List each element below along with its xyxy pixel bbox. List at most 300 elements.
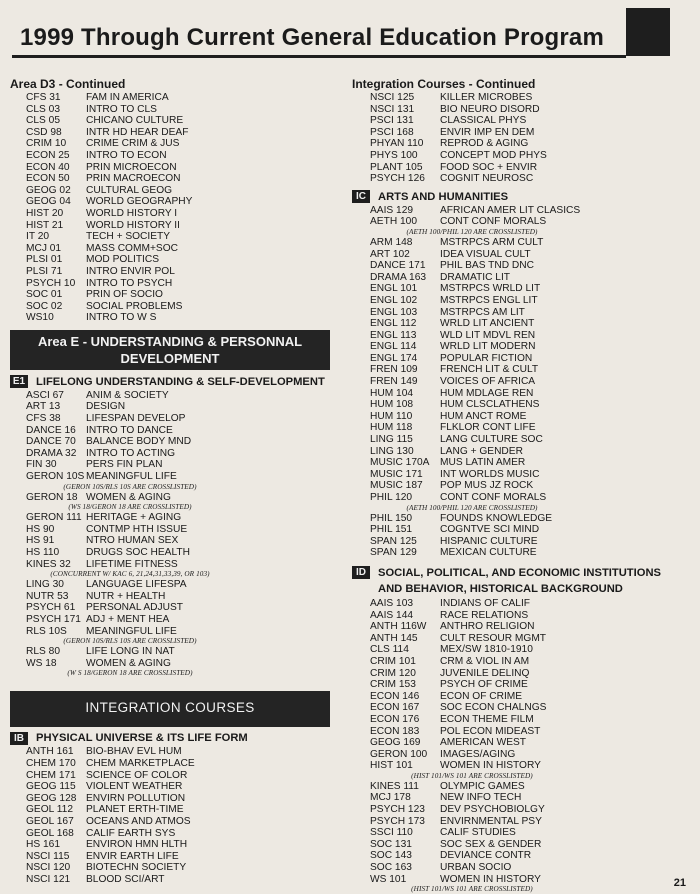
course-title: PERSONAL ADJUST: [86, 602, 183, 614]
course-title: CLASSICAL PHYS: [440, 115, 527, 127]
course-row: [10, 231, 340, 243]
course-row: [10, 839, 340, 851]
course-title: LIFESPAN DEVELOP: [86, 413, 186, 425]
course-title: LIFETIME FITNESS: [86, 558, 178, 570]
course-title: JUVENILE DELINQ: [440, 667, 530, 679]
course-title: WRLD LIT MODERN: [440, 341, 536, 353]
course-title: CHEM MARKETPLACE: [86, 757, 195, 769]
course-code: GERON 10S: [26, 471, 85, 483]
course-title: IMAGES/AGING: [440, 748, 516, 760]
course-title: SCIENCE OF COLOR: [86, 769, 188, 781]
course-row: [352, 205, 692, 217]
course-row: [352, 353, 692, 365]
course-title: MSTRPCS ARM CULT: [440, 236, 544, 248]
course-row: [352, 115, 692, 127]
course-title: WOMEN & AGING: [86, 491, 171, 503]
page-title: 1999 Through Current General Education Program: [20, 24, 604, 51]
page-number: 21: [673, 877, 686, 889]
course-code: GEOG 115: [26, 781, 76, 793]
course-title: TECH + SOCIETY: [86, 231, 171, 243]
course-row: [10, 278, 340, 290]
course-row: [352, 422, 692, 434]
course-title: WORLD GEOGRAPHY: [86, 196, 193, 208]
course-row: [10, 793, 340, 805]
course-title: WOMEN & AGING: [86, 657, 171, 669]
course-code: CLS 03: [26, 103, 60, 115]
course-row: [10, 448, 340, 460]
course-row: [352, 621, 692, 633]
course-row: [352, 138, 692, 150]
id-list: [352, 598, 692, 894]
course-title: MSTRPCS AM LIT: [440, 306, 525, 318]
course-title: HUM ANCT ROME: [440, 410, 527, 422]
course-row: [10, 243, 340, 255]
course-title: FOOD SOC + ENVIR: [440, 161, 538, 173]
e1-label: LIFELONG UNDERSTANDING & SELF-DEVELOPMENT: [36, 375, 325, 388]
id-label-line2: AND BEHAVIOR, HISTORICAL BACKGROUND: [378, 582, 623, 595]
course-row: [352, 781, 692, 793]
course-code: AETH 100: [370, 216, 417, 228]
title-corner-block: [626, 8, 670, 56]
course-title: ECON THEME FILM: [440, 713, 534, 725]
area-d3-heading: Area D3 - Continued: [10, 77, 126, 91]
course-row: [10, 492, 340, 504]
course-code: DRAMA 32: [26, 447, 77, 459]
course-row: [352, 737, 692, 749]
course-code: KINES 32: [26, 558, 71, 570]
course-title: CALIF EARTH SYS: [86, 827, 176, 839]
course-row: [352, 318, 692, 330]
course-code: ECON 167: [370, 702, 420, 714]
course-code: LING 130: [370, 445, 414, 457]
course-code: ART 13: [26, 401, 61, 413]
course-code: CLS 05: [26, 115, 60, 127]
course-row: [352, 480, 692, 492]
course-row: [352, 726, 692, 738]
course-row: [352, 249, 692, 261]
course-code: GEOL 168: [26, 827, 74, 839]
course-code: CLS 114: [370, 644, 409, 656]
course-row: [352, 162, 692, 174]
course-row: [10, 301, 340, 313]
course-row: [352, 434, 692, 446]
course-title: COGNIT NEUROSC: [440, 173, 534, 185]
course-code: LING 115: [370, 434, 413, 446]
course-row: [10, 425, 340, 437]
course-row: [10, 524, 340, 536]
course-row: [10, 602, 340, 614]
course-code: PLSI 01: [26, 254, 63, 266]
course-row: [352, 547, 692, 559]
course-title: POPULAR FICTION: [440, 352, 533, 364]
crosslist-note: (HIST 101/WS 101 ARE CROSSLISTED): [411, 771, 533, 780]
course-code: SOC 01: [26, 289, 63, 301]
course-title: FOUNDS KNOWLEDGE: [440, 512, 553, 524]
course-code: PLANT 105: [370, 161, 423, 173]
course-row: [352, 760, 692, 772]
course-row: [10, 104, 340, 116]
course-title: HUM MDLAGE REN: [440, 387, 534, 399]
course-row: [10, 220, 340, 232]
course-row: [10, 162, 340, 174]
course-title: BLOOD SCI/ART: [86, 873, 165, 885]
course-code: HUM 118: [370, 422, 413, 434]
course-code: HS 161: [26, 839, 60, 851]
course-title: INT WORLDS MUSIC: [440, 468, 540, 480]
course-row: [10, 312, 340, 324]
course-title: ANIM & SOCIETY: [86, 389, 169, 401]
course-row: [10, 196, 340, 208]
course-row: [352, 691, 692, 703]
course-row: [10, 874, 340, 886]
course-title: COGNTVE SCI MIND: [440, 524, 540, 536]
course-row: [352, 536, 692, 548]
ic-heading: [352, 190, 692, 204]
course-row: [352, 376, 692, 388]
course-code: GEOG 169: [370, 737, 421, 749]
course-row: [352, 492, 692, 504]
course-title: DESIGN: [86, 401, 126, 413]
course-code: CSD 98: [26, 126, 62, 138]
ic-badge: IC: [352, 190, 370, 203]
crosslist-note: (CONCURRENT W/ KAC 6, 21,24,31,33,39, OR 103): [50, 570, 210, 579]
course-title: VIOLENT WEATHER: [86, 781, 183, 793]
course-title: CULT RESOUR MGMT: [440, 632, 547, 644]
course-code: AAIS 103: [370, 597, 414, 609]
ic-label: ARTS AND HUMANITIES: [378, 190, 509, 203]
course-code: HS 110: [26, 547, 60, 558]
course-code: MCJ 178: [370, 792, 411, 804]
course-title: BIO-BHAV EVL HUM: [86, 746, 182, 758]
course-row: [10, 185, 340, 197]
course-code: PSYCH 123: [370, 804, 425, 816]
course-code: NSCI 125: [370, 92, 415, 103]
course-row: [10, 646, 340, 658]
course-row: [10, 804, 340, 816]
course-row: [10, 626, 340, 638]
course-title: BALANCE BODY MND: [86, 436, 192, 448]
course-code: AAIS 144: [370, 609, 414, 621]
course-code: CFS 38: [26, 413, 61, 425]
course-code: GEOL 167: [26, 815, 74, 827]
course-row: [10, 208, 340, 220]
course-row: [352, 874, 692, 886]
course-row: [10, 816, 340, 828]
ib-list: [10, 746, 340, 885]
course-code: WS 101: [370, 873, 407, 885]
course-row: [10, 266, 340, 278]
course-title: INTRO TO CLS: [86, 103, 157, 115]
course-code: HIST 21: [26, 219, 64, 231]
course-title: INTRO ENVIR POL: [86, 265, 175, 277]
course-row: [10, 92, 340, 104]
course-row: [10, 535, 340, 547]
course-code: SPAN 129: [370, 547, 417, 559]
course-code: ENGL 113: [370, 329, 417, 341]
ib-heading: [10, 731, 340, 745]
course-row: [352, 104, 692, 116]
course-title: SOCIAL PROBLEMS: [86, 300, 183, 312]
course-code: ANTH 145: [370, 632, 418, 644]
course-row: [10, 579, 340, 591]
course-row: [352, 804, 692, 816]
course-row: [10, 781, 340, 793]
course-row: [352, 341, 692, 353]
course-title: LANG CULTURE SOC: [440, 434, 543, 446]
course-title: ENVIR IMP EN DEM: [440, 126, 535, 138]
course-title: INTR HD HEAR DEAF: [86, 126, 189, 138]
course-code: CRIM 101: [370, 655, 416, 667]
course-row: [10, 770, 340, 782]
title-underline: [12, 55, 626, 58]
e1-badge: E1: [10, 375, 28, 388]
course-row: [352, 850, 692, 862]
course-title: ENVIRN POLLUTION: [86, 792, 186, 804]
course-row: [10, 436, 340, 448]
course-row: [10, 127, 340, 139]
course-title: WORLD HISTORY I: [86, 207, 178, 219]
course-row: [352, 446, 692, 458]
course-title: NTRO HUMAN SEX: [86, 535, 179, 547]
course-code: ENGL 103: [370, 306, 418, 318]
course-code: SOC 02: [26, 300, 63, 312]
course-title: INTRO TO W S: [86, 312, 157, 324]
course-row: [352, 216, 692, 228]
course-title: MASS COMM+SOC: [86, 242, 178, 254]
course-title: HERITAGE + AGING: [86, 512, 182, 524]
course-code: FREN 109: [370, 364, 418, 376]
course-title: OLYMPIC GAMES: [440, 780, 525, 792]
course-row: [352, 714, 692, 726]
course-code: PLSI 71: [26, 265, 63, 277]
course-row: [10, 614, 340, 626]
course-title: MEX/SW 1810-1910: [440, 644, 533, 656]
course-title: WLD LIT MDVL REN: [440, 329, 536, 341]
course-title: MOD POLITICS: [86, 254, 160, 266]
course-code: CRIM 10: [26, 138, 67, 150]
course-code: ECON 50: [26, 173, 70, 185]
course-row: [352, 598, 692, 610]
course-row: [10, 851, 340, 863]
course-code: ARM 148: [370, 236, 413, 248]
course-row: [352, 127, 692, 139]
course-code: CRIM 153: [370, 679, 416, 691]
course-title: WOMEN IN HISTORY: [440, 760, 541, 772]
course-row: [352, 307, 692, 319]
course-row: [352, 656, 692, 668]
course-code: HS 91: [26, 535, 55, 547]
course-title: INTRO TO PSYCH: [86, 277, 173, 289]
course-row: [352, 827, 692, 839]
course-row: [352, 610, 692, 622]
course-row: [10, 150, 340, 162]
course-code: LING 30: [26, 579, 64, 591]
course-code: HIST 101: [370, 760, 413, 772]
course-code: NSCI 120: [26, 862, 71, 874]
integration-banner: INTEGRATION COURSES: [10, 691, 330, 727]
course-code: FIN 30: [26, 459, 57, 471]
course-title: BIOTECHN SOCIETY: [86, 862, 187, 874]
crosslist-note: (GERON 10S/RLS 10S ARE CROSSLISTED): [63, 482, 197, 491]
course-row: [352, 469, 692, 481]
course-code: GERON 18: [26, 491, 78, 503]
id-label: [378, 565, 661, 597]
course-title: PHIL BAS TND DNC: [440, 260, 534, 272]
course-code: DRAMA 163: [370, 271, 427, 283]
course-title: SOC ECON CHALNGS: [440, 702, 547, 714]
course-row: [352, 364, 692, 376]
course-code: ECON 183: [370, 725, 420, 737]
course-code: SOC 143: [370, 850, 412, 862]
integration-cont-heading: Integration Courses - Continued: [352, 77, 536, 91]
course-code: RLS 80: [26, 646, 60, 658]
course-row: [10, 289, 340, 301]
course-title: WORLD HISTORY II: [86, 219, 180, 231]
course-title: PRIN OF SOCIO: [86, 289, 163, 301]
course-code: ANTH 161: [26, 746, 74, 758]
course-code: PHIL 151: [370, 524, 413, 536]
course-code: CHEM 170: [26, 757, 76, 769]
course-code: GEOG 02: [26, 184, 71, 196]
course-row: [352, 668, 692, 680]
crosslist-note: (WS 18/GERON 18 ARE CROSSLISTED): [68, 503, 192, 512]
course-title: PRIN MACROECON: [86, 173, 181, 185]
course-title: MSTRPCS ENGL LIT: [440, 294, 538, 306]
course-title: POP MUS JZ ROCK: [440, 480, 534, 492]
course-code: SPAN 125: [370, 535, 417, 547]
course-code: CFS 31: [26, 92, 61, 103]
course-row: [10, 254, 340, 266]
course-row: [352, 272, 692, 284]
course-title: NUTR + HEALTH: [86, 590, 166, 602]
course-title: CONCEPT MOD PHYS: [440, 149, 547, 161]
course-code: SOC 131: [370, 838, 412, 850]
course-title: PRIN MICROECON: [86, 161, 177, 173]
course-code: PSYCH 173: [370, 815, 425, 827]
course-title: FLKLOR CONT LIFE: [440, 422, 536, 434]
course-row: [352, 862, 692, 874]
course-title: CALIF STUDIES: [440, 827, 516, 839]
course-code: PSCI 168: [370, 126, 414, 138]
course-title: ENVIRON HMN HLTH: [86, 839, 188, 851]
course-row: [10, 401, 340, 413]
course-row: [352, 702, 692, 714]
ib-label: PHYSICAL UNIVERSE & ITS LIFE FORM: [36, 732, 248, 745]
course-title: CONT CONF MORALS: [440, 492, 547, 503]
course-title: MEXICAN CULTURE: [440, 547, 537, 559]
course-code: PSYCH 61: [26, 602, 76, 614]
course-title: CRM & VIOL IN AM: [440, 655, 530, 667]
course-code: NSCI 121: [26, 873, 71, 885]
course-code: PSYCH 171: [26, 613, 81, 625]
course-code: ECON 40: [26, 161, 70, 173]
course-code: GEOL 112: [26, 804, 74, 816]
course-code: SOC 163: [370, 862, 412, 874]
integration-cont-list: [352, 92, 692, 185]
id-heading: [352, 565, 692, 597]
course-row: [10, 591, 340, 603]
course-title: BIO NEURO DISORD: [440, 103, 540, 115]
course-row: [352, 644, 692, 656]
course-code: WS 18: [26, 657, 57, 669]
course-code: HUM 110: [370, 410, 413, 422]
course-title: VOICES OF AFRICA: [440, 376, 536, 388]
course-row: [10, 828, 340, 840]
course-code: HS 90: [26, 523, 55, 535]
course-title: INTRO TO DANCE: [86, 424, 173, 436]
course-code: NSCI 131: [370, 103, 415, 115]
course-code: CHEM 171: [26, 769, 76, 781]
course-title: INTRO TO ACTING: [86, 447, 176, 459]
course-title: KILLER MICROBES: [440, 92, 533, 103]
course-code: ECON 176: [370, 713, 420, 725]
course-code: ENGL 102: [370, 294, 418, 306]
right-column: [352, 77, 692, 894]
course-title: URBAN SOCIO: [440, 862, 512, 874]
course-code: HUM 108: [370, 399, 414, 411]
course-row: [10, 115, 340, 127]
course-row: [352, 792, 692, 804]
course-code: IT 20: [26, 231, 50, 243]
course-row: [10, 459, 340, 471]
course-title: IDEA VISUAL CULT: [440, 248, 531, 260]
course-title: DRAMATIC LIT: [440, 271, 510, 283]
course-title: ENVIRNMENTAL PSY: [440, 815, 542, 827]
course-code: ECON 25: [26, 149, 70, 161]
course-row: [352, 399, 692, 411]
course-code: ASCI 67: [26, 389, 64, 401]
course-row: [10, 512, 340, 524]
course-code: ANTH 116W: [370, 621, 427, 633]
course-code: HIST 20: [26, 207, 64, 219]
course-title: REPROD & AGING: [440, 138, 529, 150]
course-code: ECON 146: [370, 690, 420, 702]
course-code: FREN 149: [370, 376, 418, 388]
course-code: CRIM 120: [370, 667, 416, 679]
course-row: [352, 295, 692, 307]
course-row: [352, 513, 692, 525]
course-row: [352, 633, 692, 645]
course-title: MEANINGFUL LIFE: [86, 471, 177, 483]
course-title: LANGUAGE LIFESPA: [86, 579, 187, 591]
course-title: MEANINGFUL LIFE: [86, 625, 177, 637]
course-row: [352, 237, 692, 249]
course-code: PSYCH 126: [370, 173, 425, 185]
course-title: WOMEN IN HISTORY: [440, 873, 541, 885]
course-code: GERON 100: [370, 748, 428, 760]
course-code: NUTR 53: [26, 590, 69, 602]
course-title: ANTHRO RELIGION: [440, 621, 535, 633]
course-row: [10, 758, 340, 770]
crosslist-note: (AETH 100/PHIL 120 ARE CROSSLISTED): [406, 227, 538, 236]
course-row: [10, 658, 340, 670]
course-row: [352, 260, 692, 272]
area-d3-list: [10, 92, 340, 324]
course-code: DANCE 171: [370, 260, 426, 272]
course-code: MUSIC 187: [370, 480, 423, 492]
course-title: FRENCH LIT & CULT: [440, 364, 539, 376]
course-title: ADJ + MENT HEA: [86, 613, 170, 625]
course-code: ENGL 114: [370, 341, 417, 353]
e1-heading: [10, 375, 340, 389]
ic-list: [352, 205, 692, 559]
course-code: MUSIC 171: [370, 468, 423, 480]
course-title: CONTMP HTH ISSUE: [86, 523, 188, 535]
course-title: HUM CLSCLATHENS: [440, 399, 540, 411]
course-code: ENGL 112: [370, 318, 417, 330]
course-code: ENGL 174: [370, 352, 418, 364]
course-title: CONT CONF MORALS: [440, 216, 547, 228]
